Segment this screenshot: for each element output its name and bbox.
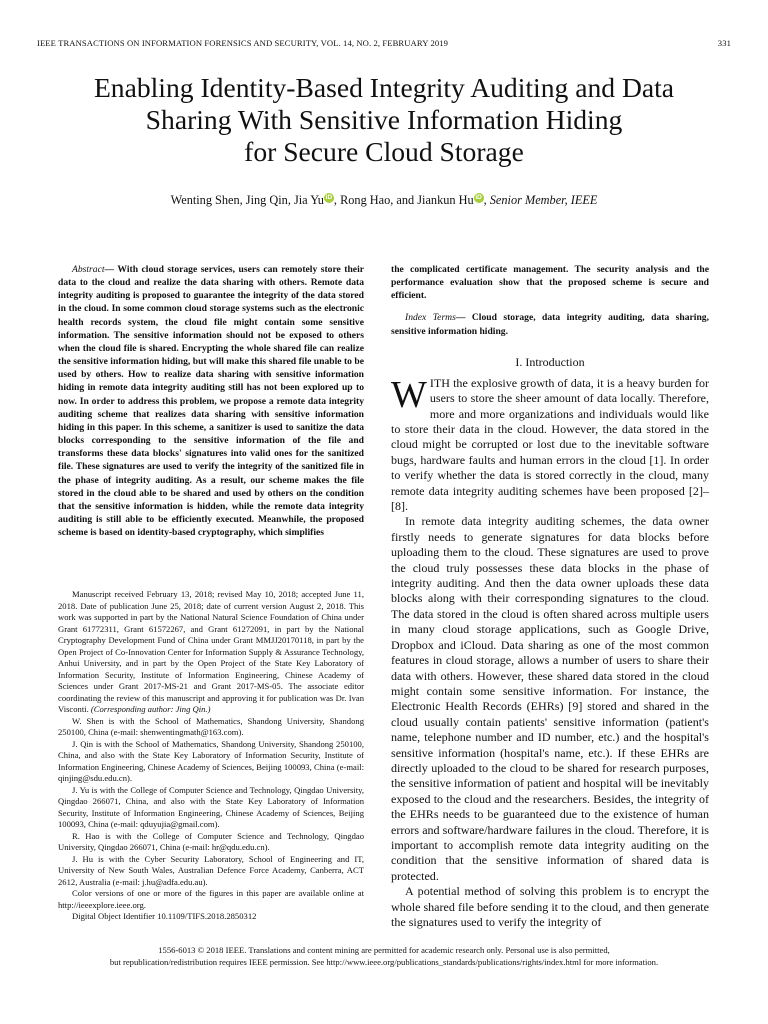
copyright-notice xyxy=(20,945,748,968)
paper-title xyxy=(20,72,748,168)
copyright-line-1: 1556-6013 © 2018 IEEE. Translations and content mining are permitted for academic research only. Personal use is also permitted, xyxy=(158,945,610,955)
author-list xyxy=(0,193,768,208)
footnote-affiliation-yu: J. Yu is with the College of Computer Science and Technology, Qingdao University, Qingdao 266071, China, and also with the State Key Laboratory of Information Security, Institute of Information Engineering, Chinese Academy of Sciences, Beijing 100093, China (e-mail: qduyujia@gmail.com). xyxy=(58,784,364,829)
footnote-affiliation-qin: J. Qin is with the School of Mathematics, Shandong University, Shandong 250100, China, and also with the State Key Laboratory of Information Security, Institute of Information Engineering, Chinese Academy of Sciences, Beijing 100093, China (e-mail: qinjing@sdu.edu.cn). xyxy=(58,738,364,783)
authors-part-3: , xyxy=(483,193,490,207)
index-terms xyxy=(391,311,709,337)
orcid-icon[interactable]: iD xyxy=(325,194,333,201)
left-column xyxy=(58,263,364,539)
page-number: 331 xyxy=(717,38,731,48)
footnote-manuscript-text: Manuscript received February 13, 2018; revised May 10, 2018; accepted June 11, 2018. Date of publication June 25, 2018; date of current version August 2, 2018. This work was supported in part by the National Natural Science Foundation of China under Grant 61772311, Grant 61572267, and Grant 61272091, in part by the National Cryptography Development Fund of China under Grant MMJJ20170118, in part by the Open Project of Co-Innovation Center for Information Supply & Assurance Technology, Anhui University, and in part by the Open Project of the State Key Laboratory of Information Security, Institute of Information Engineering, Chinese Academy of Sciences under Grant 2017-MS-21 and Grant 2017-MS-05. The associate editor coordinating the review of this manuscript and approving it for publication was Dr. Ivan Visconti. xyxy=(58,589,364,714)
footnote-manuscript xyxy=(58,589,364,716)
abstract-dash: — xyxy=(104,264,118,275)
journal-citation: IEEE TRANSACTIONS ON INFORMATION FORENSICS AND SECURITY, VOL. 14, NO. 2, FEBRUARY 2019 xyxy=(37,38,449,48)
abstract xyxy=(58,263,364,539)
footnote-block xyxy=(58,589,364,923)
footnote-affiliation-hu: J. Hu is with the Cyber Security Laboratory, School of Engineering and IT, University of New South Wales, Australian Defence Force Academy, Canberra, ACT 2612, Australia (e-mail: j.hu@adfa.edu.au). xyxy=(58,853,364,887)
member-grade: Senior Member, IEEE xyxy=(489,193,598,207)
footnote-affiliation-hao: R. Hao is with the College of Computer Science and Technology, Qingdao University, Qingdao 266071, China (e-mail: hr@qdu.edu.cn). xyxy=(58,830,364,852)
title-line-1: Enabling Identity-Based Integrity Auditing and Data xyxy=(93,72,675,103)
copyright-line-2: but republication/redistribution requires IEEE permission. See http://www.ieee.org/publications_standards/publications/rights/index.html for more information. xyxy=(109,956,659,967)
title-line-2: Sharing With Sensitive Information Hiding xyxy=(145,104,623,135)
orcid-icon[interactable]: iD xyxy=(475,194,482,201)
intro-paragraph-2: In remote data integrity auditing schemes, the data owner firstly needs to generate signatures for data blocks before uploading them to the cloud. These signatures are used to prove the cloud truly possesses these data blocks in the phase of integrity auditing. And then the data owner uploads these data blocks along with their corresponding signatures to the cloud. The data stored in the cloud is often shared across multiple users in many cloud storage applications, such as Google Drive, Dropbox and iCloud. Data sharing as one of the most common features in cloud storage, allows a number of users to share their data with others. However, these shared data stored in the cloud might contain some sensitive information. For instance, the Electronic Health Records (EHRs) [9] stored and shared in the cloud usually contain patients' sensitive information (patient's name, telephone number and ID number, etc.) and the hospital's sensitive information (hospital's name, etc.). If these EHRs are directly uploaded to the cloud to be shared for research purposes, the sensitive information of patient and hospital will be inevitably exposed to the cloud and the researchers. Besides, the integrity of the EHRs needs to be guaranteed due to the existence of human errors and software/hardware failures in the cloud. Therefore, it is important to accomplish remote data integrity auditing on the condition that the sensitive information of shared data is protected. xyxy=(391,514,709,883)
footnote-color-versions: Color versions of one or more of the figures in this paper are available online at http://ieeexplore.ieee.org. xyxy=(58,888,364,910)
index-terms-dash: — xyxy=(455,312,472,324)
authors-part-1: Wenting Shen, Jing Qin, Jia Yu xyxy=(170,193,324,207)
right-column xyxy=(391,263,709,930)
title-line-3: for Secure Cloud Storage xyxy=(244,136,524,167)
footnote-affiliation-shen: W. Shen is with the School of Mathematics, Shandong University, Shandong 250100, China (e-mail: shenwentingmath@163.com). xyxy=(58,715,364,737)
drop-cap: W xyxy=(391,373,427,416)
abstract-continuation: the complicated certificate management. The security analysis and the performance evaluation show that the proposed scheme is secure and efficient. xyxy=(391,264,709,302)
running-header xyxy=(37,38,731,48)
index-terms-text: Cloud storage, data integrity auditing, data sharing, sensitive information hiding. xyxy=(391,312,709,337)
introduction-body xyxy=(391,373,709,931)
footnote-doi: Digital Object Identifier 10.1109/TIFS.2018.2850312 xyxy=(72,911,257,921)
abstract-label: Abstract xyxy=(72,264,105,275)
intro-paragraph-1-text: ITH the explosive growth of data, it is a heavy burden for users to store the sheer amount of data locally. Therefore, more and more organizations and individuals would like to store their data in the cloud. However, the data stored in the cloud might be corrupted or lost due to the inevitable software bugs, hardware faults and human errors in the cloud [1]. In order to verify whether the data is stored correctly in the cloud, many remote data integrity auditing schemes have been proposed [2]–[8]. xyxy=(391,375,709,514)
authors-part-2: , Rong Hao, and Jiankun Hu xyxy=(333,193,474,207)
intro-paragraph-3: A potential method of solving this problem is to encrypt the whole shared file before sending it to the cloud, and then generate the signatures used to verify the integrity of xyxy=(391,884,709,929)
section-heading-introduction: I. Introduction xyxy=(515,354,585,369)
index-terms-label: Index Terms xyxy=(405,312,456,324)
abstract-text: With cloud storage services, users can remotely store their data to the cloud and realize the data sharing with others. Remote data integrity auditing is proposed to guarantee the integrity of the data stored in the cloud. In some common cloud storage systems such as the electronic health records system, the cloud file might contain some sensitive information. The sensitive information should not be exposed to others when the cloud file is shared. Encrypting the whole shared file can realize the sensitive information hiding, but will make this shared file unable to be used by others. How to realize data sharing with sensitive information hiding in remote data integrity auditing still has not been explored up to now. In order to address this problem, we propose a remote data integrity auditing scheme that realizes data sharing with sensitive information hiding in this paper. In this scheme, a sanitizer is used to sanitize the data blocks corresponding to the sensitive information of the file and transforms these data blocks' signatures into valid ones for the sanitized file. These signatures are used to verify the integrity of the sanitized file in the phase of integrity auditing. As a result, our scheme makes the file stored in the cloud able to be shared and used by others on the condition that the sensitive information is hidden, while the remote data integrity auditing is still able to be efficiently executed. Meanwhile, the proposed scheme is based on identity-based cryptography, which simplifies xyxy=(58,264,364,539)
intro-paragraph-1 xyxy=(391,373,709,515)
corresponding-author: (Corresponding author: Jing Qin.) xyxy=(88,704,211,714)
